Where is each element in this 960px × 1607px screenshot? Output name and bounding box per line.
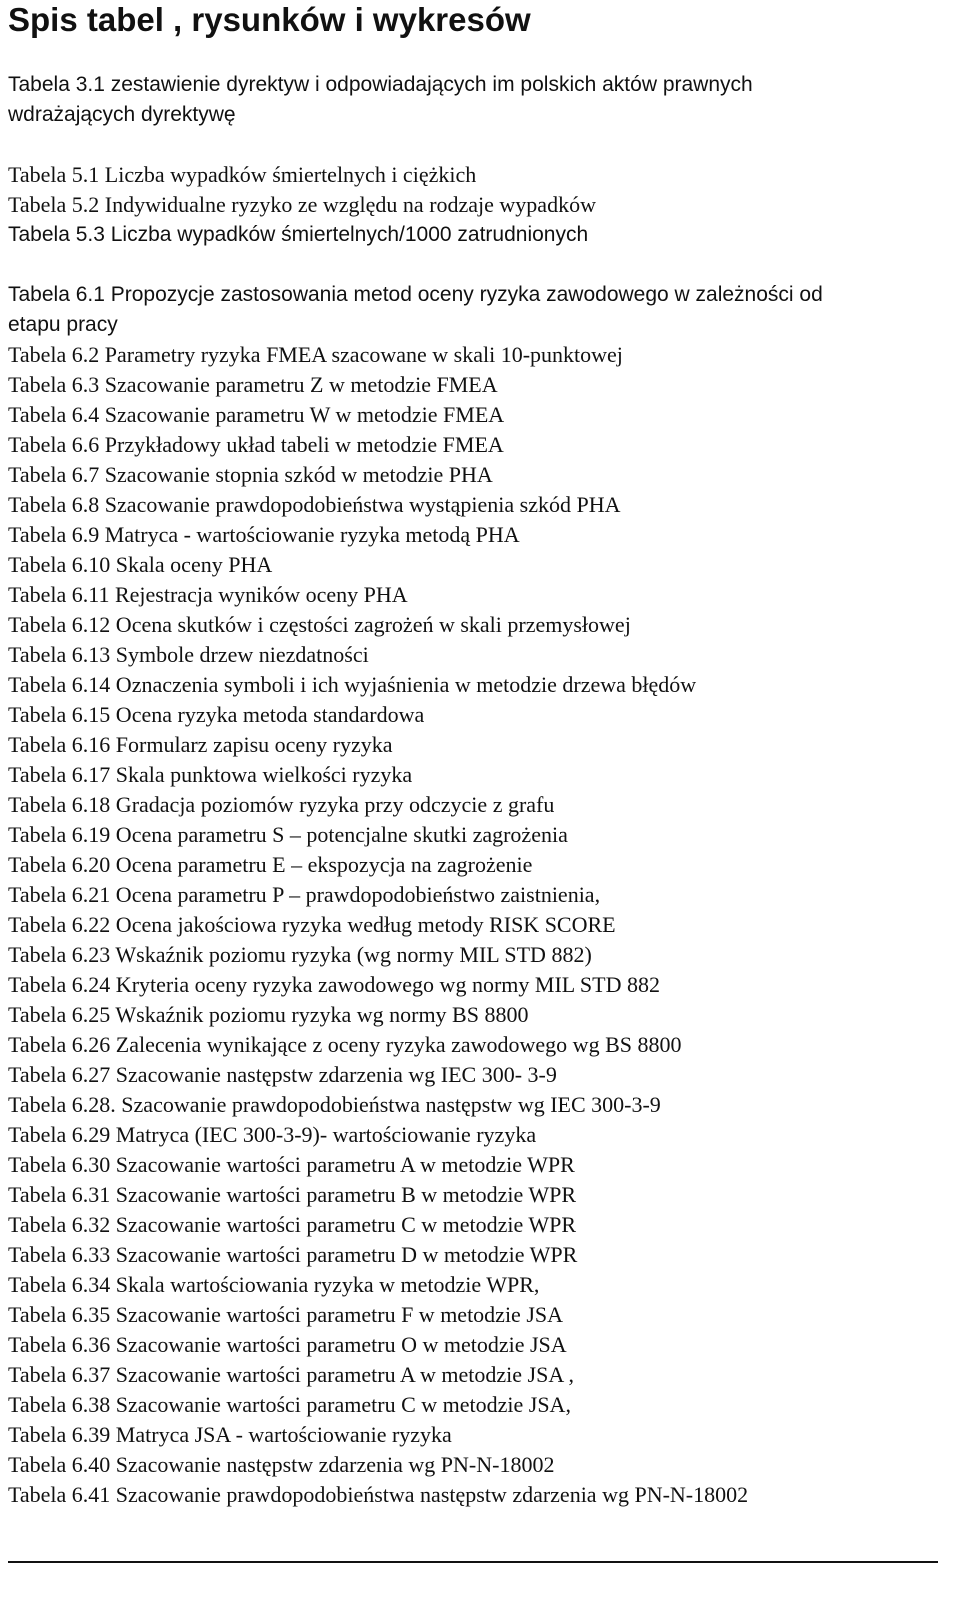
table-list-item-text: Tabela 5.1 Liczba wypadków śmiertelnych i ciężkich bbox=[8, 162, 477, 187]
table-list-item-text: Tabela 6.7 Szacowanie stopnia szkód w metodzie PHA bbox=[8, 462, 493, 487]
table-list-item-text: Tabela 6.18 Gradacja poziomów ryzyka przy odczycie z grafu bbox=[8, 792, 555, 817]
table-list-item bbox=[8, 70, 948, 130]
table-list-item-text: Tabela 6.10 Skala oceny PHA bbox=[8, 552, 273, 577]
table-list-item bbox=[8, 340, 948, 370]
table-list-item bbox=[8, 910, 948, 940]
table-list-item bbox=[8, 940, 948, 970]
table-list-item-text: Tabela 6.31 Szacowanie wartości parametru B w metodzie WPR bbox=[8, 1182, 577, 1207]
table-list-item bbox=[8, 1240, 948, 1270]
table-list-item bbox=[8, 1360, 948, 1390]
table-list-item-text: wdrażających dyrektywę bbox=[8, 103, 236, 126]
table-list-item bbox=[8, 430, 948, 460]
table-list-item-text: Tabela 6.16 Formularz zapisu oceny ryzyka bbox=[8, 732, 393, 757]
table-list-item bbox=[8, 1330, 948, 1360]
table-list-item bbox=[8, 1210, 948, 1240]
table-list-item bbox=[8, 640, 948, 670]
table-list-item-text: Tabela 6.27 Szacowanie następstw zdarzenia wg IEC 300- 3-9 bbox=[8, 1062, 557, 1087]
table-list-item-text: Tabela 6.41 Szacowanie prawdopodobieństwa następstw zdarzenia wg PN-N-18002 bbox=[8, 1482, 749, 1507]
table-list-item bbox=[8, 1300, 948, 1330]
table-list-item-text: Tabela 6.30 Szacowanie wartości parametru A w metodzie WPR bbox=[8, 1152, 575, 1177]
table-list-item bbox=[8, 1270, 948, 1300]
table-list-item-text: Tabela 3.1 zestawienie dyrektyw i odpowiadających im polskich aktów prawnych bbox=[8, 73, 753, 96]
table-list-item-text: Tabela 6.15 Ocena ryzyka metoda standardowa bbox=[8, 702, 425, 727]
table-list-item bbox=[8, 370, 948, 400]
table-list-item bbox=[8, 670, 948, 700]
table-list-item-text: Tabela 6.40 Szacowanie następstw zdarzenia wg PN-N-18002 bbox=[8, 1452, 555, 1477]
table-list-item bbox=[8, 850, 948, 880]
table-list-item-text: Tabela 6.2 Parametry ryzyka FMEA szacowane w skali 10-punktowej bbox=[8, 342, 623, 367]
table-list-item bbox=[8, 880, 948, 910]
table-list-item-text: Tabela 6.13 Symbole drzew niezdatności bbox=[8, 642, 369, 667]
table-list-item-text: Tabela 6.6 Przykładowy układ tabeli w metodzie FMEA bbox=[8, 432, 504, 457]
table-list-item bbox=[8, 1150, 948, 1180]
table-list-item bbox=[8, 730, 948, 760]
table-list-item-text: Tabela 6.11 Rejestracja wyników oceny PHA bbox=[8, 582, 408, 607]
table-list-item bbox=[8, 1000, 948, 1030]
table-list-item-text: Tabela 6.20 Ocena parametru E – ekspozycja na zagrożenie bbox=[8, 852, 533, 877]
table-list-item bbox=[8, 610, 948, 640]
table-list-item bbox=[8, 280, 948, 340]
table-list-item-text: Tabela 6.29 Matryca (IEC 300-3-9)- wartościowanie ryzyka bbox=[8, 1122, 537, 1147]
table-list-item bbox=[8, 1090, 948, 1120]
table-list-item-text: Tabela 6.25 Wskaźnik poziomu ryzyka wg normy BS 8800 bbox=[8, 1002, 529, 1027]
table-list-item bbox=[8, 400, 948, 430]
table-list-item-text: Tabela 6.17 Skala punktowa wielkości ryzyka bbox=[8, 762, 413, 787]
table-list-item bbox=[8, 970, 948, 1000]
table-list-item-text: Tabela 6.14 Oznaczenia symboli i ich wyjaśnienia w metodzie drzewa błędów bbox=[8, 672, 697, 697]
table-list-item bbox=[8, 550, 948, 580]
table-list-item-text: Tabela 5.3 Liczba wypadków śmiertelnych/1000 zatrudnionych bbox=[8, 223, 589, 246]
table-list-item bbox=[8, 1480, 948, 1510]
table-list-item-text: Tabela 6.38 Szacowanie wartości parametru C w metodzie JSA, bbox=[8, 1392, 571, 1417]
table-list-item bbox=[8, 1180, 948, 1210]
table-list-item-text: Tabela 6.24 Kryteria oceny ryzyka zawodowego wg normy MIL STD 882 bbox=[8, 972, 660, 997]
table-list-item-text: Tabela 6.9 Matryca - wartościowanie ryzyka metodą PHA bbox=[8, 522, 520, 547]
table-list-item bbox=[8, 190, 948, 220]
table-list-item-text: Tabela 6.1 Propozycje zastosowania metod oceny ryzyka zawodowego w zależności od bbox=[8, 283, 823, 306]
table-list-item-text: Tabela 6.22 Ocena jakościowa ryzyka według metody RISK SCORE bbox=[8, 912, 616, 937]
table-list-item bbox=[8, 820, 948, 850]
table-list-item bbox=[8, 460, 948, 490]
table-list-item-text: Tabela 6.19 Ocena parametru S – potencjalne skutki zagrożenia bbox=[8, 822, 568, 847]
table-list-item bbox=[8, 520, 948, 550]
table-list-item-text: Tabela 6.34 Skala wartościowania ryzyka w metodzie WPR, bbox=[8, 1272, 540, 1297]
table-list-item-text: Tabela 6.23 Wskaźnik poziomu ryzyka (wg normy MIL STD 882) bbox=[8, 942, 592, 967]
table-list-item-text: Tabela 6.3 Szacowanie parametru Z w metodzie FMEA bbox=[8, 372, 498, 397]
table-list-item bbox=[8, 1420, 948, 1450]
table-list-item-text: Tabela 6.12 Ocena skutków i częstości zagrożeń w skali przemysłowej bbox=[8, 612, 631, 637]
table-list-item-text: Tabela 6.21 Ocena parametru P – prawdopodobieństwo zaistnienia, bbox=[8, 882, 601, 907]
table-list-item bbox=[8, 220, 948, 250]
table-list-item bbox=[8, 580, 948, 610]
bottom-divider bbox=[8, 1561, 938, 1563]
table-list-item-text: Tabela 6.28. Szacowanie prawdopodobieństwa następstw wg IEC 300-3-9 bbox=[8, 1092, 661, 1117]
table-list-item-text: Tabela 5.2 Indywidualne ryzyko ze względu na rodzaje wypadków bbox=[8, 192, 596, 217]
table-list-item-text: Tabela 6.36 Szacowanie wartości parametru O w metodzie JSA bbox=[8, 1332, 567, 1357]
table-list-item bbox=[8, 1450, 948, 1480]
table-list-item-text: etapu pracy bbox=[8, 313, 118, 336]
page-title: Spis tabel , rysunków i wykresów bbox=[8, 1, 531, 38]
table-list-item-text: Tabela 6.35 Szacowanie wartości parametru F w metodzie JSA bbox=[8, 1302, 564, 1327]
table-list-item bbox=[8, 700, 948, 730]
table-list-item-text: Tabela 6.26 Zalecenia wynikające z oceny ryzyka zawodowego wg BS 8800 bbox=[8, 1032, 682, 1057]
table-list-item-text: Tabela 6.37 Szacowanie wartości parametru A w metodzie JSA , bbox=[8, 1362, 575, 1387]
table-list-item-text: Tabela 6.39 Matryca JSA - wartościowanie ryzyka bbox=[8, 1422, 452, 1447]
table-list-item-text: Tabela 6.8 Szacowanie prawdopodobieństwa wystąpienia szkód PHA bbox=[8, 492, 621, 517]
table-list-item-text: Tabela 6.4 Szacowanie parametru W w metodzie FMEA bbox=[8, 402, 505, 427]
table-list-item bbox=[8, 490, 948, 520]
table-list-item bbox=[8, 790, 948, 820]
table-list-item bbox=[8, 760, 948, 790]
table-list-item bbox=[8, 1060, 948, 1090]
table-list-item bbox=[8, 1390, 948, 1420]
table-list-item-text: Tabela 6.32 Szacowanie wartości parametru C w metodzie WPR bbox=[8, 1212, 577, 1237]
table-list-item bbox=[8, 160, 948, 190]
table-list-item-text: Tabela 6.33 Szacowanie wartości parametru D w metodzie WPR bbox=[8, 1242, 578, 1267]
table-list-item bbox=[8, 1120, 948, 1150]
table-list-item bbox=[8, 1030, 948, 1060]
